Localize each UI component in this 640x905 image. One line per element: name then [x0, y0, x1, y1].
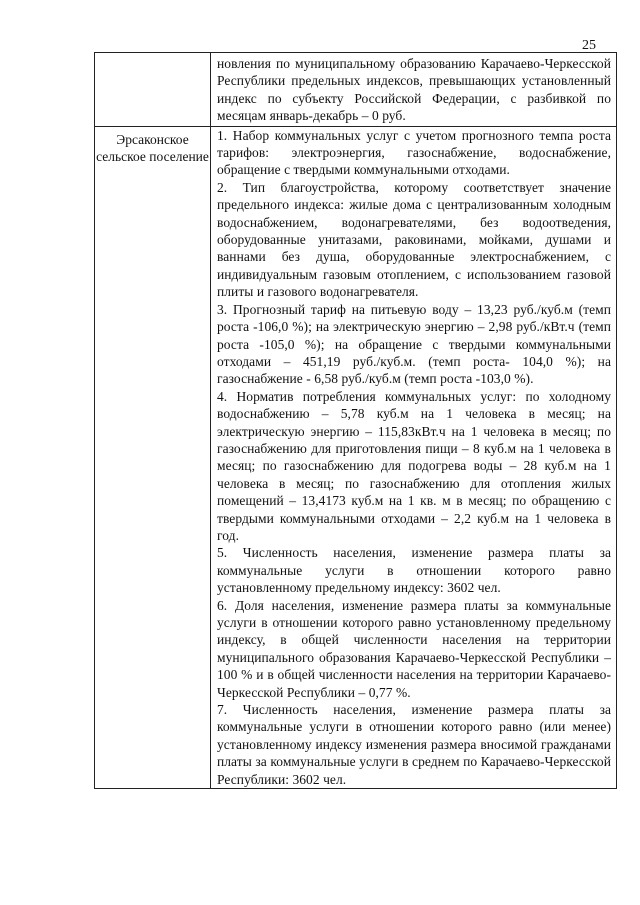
row1-left-text [95, 53, 210, 57]
table-cell-left-empty [95, 53, 211, 127]
table-cell-details [211, 126, 617, 788]
list-item-6: 6. Доля населения, изменение размера платы за коммунальные услуги в отношении которого равно установленному предельному индексу, в общей численности населения на территории муниципального образования Карачаево-Черкесской Республики – 100 % и в общей численности населения на территории Карачаево-Черкесской Республики – 0,77 %. [217, 597, 611, 700]
list-item-1: 1. Набор коммунальных услуг с учетом прогнозного темпа роста тарифов: электроэнергия, газоснабжение, водоснабжение, обращение с твердыми коммунальными отходами. [217, 127, 611, 178]
list-item-5: 5. Численность населения, изменение размера платы за коммунальные услуги в отношении которого равно установленному предельному индексу: 3602 чел. [217, 545, 611, 596]
list-item-4: 4. Норматив потребления коммунальных услуг: по холодному водоснабжению – 5,78 куб.м на 1 человека в месяц; на электрическую энергию – 115,83кВт.ч на 1 человека в месяц; по газоснабжению для приготовления пищи – 8 куб.м на 1 человека в месяц; по газоснабжению для подогрева воды – 28 куб.м на 1 человека в месяц; по газоснабжению для отопления жилых помещений – 13,4173 куб.м на 1 кв. м в месяц; по обращению с твердыми коммунальными отходами – 2,2 куб.м на 1 человека в год. [217, 388, 611, 543]
list-item-3: 3. Прогнозный тариф на питьевую воду – 13,23 руб./куб.м (темп роста -106,0 %); на электрическую энергию – 2,98 руб./кВт.ч (темп роста -105,0 %); на обращение с твердыми коммунальными отходами – 451,19 руб./куб.м. (темп роста- 104,0 %); на газоснабжение - 6,58 руб./куб.м (темп роста -103,0 %). [217, 301, 611, 387]
table-row [95, 53, 617, 127]
table-cell-settlement [95, 126, 211, 788]
list-item-7: 7. Численность населения, изменение размера платы за коммунальные услуги в отношении которого равно (или менее) установленному индексу изменения размера вносимой гражданами платы за коммунальные услуги в среднем по Карачаево-Черкесской Республики: 3602 чел. [217, 702, 611, 787]
list-item-2: 2. Тип благоустройства, которому соответствует значение предельного индекса: жилые дома с централизованным холодным водоснабжением, водонагревателями, без водоотведения, оборудованные унитазами, раковинами, мойками, душами и ваннами без душа, оборудованные электроснабжением, с индивидуальным газовым отоплением, с использованием газовой плиты и газового водонагревателя. [217, 179, 611, 300]
continuation-text: новления по муниципальному образованию Карачаево-Черкесской Республики предельных индексов, превышающих установленный индекс по субъекту Российской Федерации, с разбивкой по месяцам январь-декабрь – 0 руб. [217, 56, 611, 124]
table-row [95, 126, 617, 788]
data-table [94, 52, 617, 789]
page-number: 25 [582, 38, 596, 53]
settlement-name: Эрсаконское сельское поселение [96, 131, 209, 164]
table-cell-continuation [211, 53, 617, 127]
